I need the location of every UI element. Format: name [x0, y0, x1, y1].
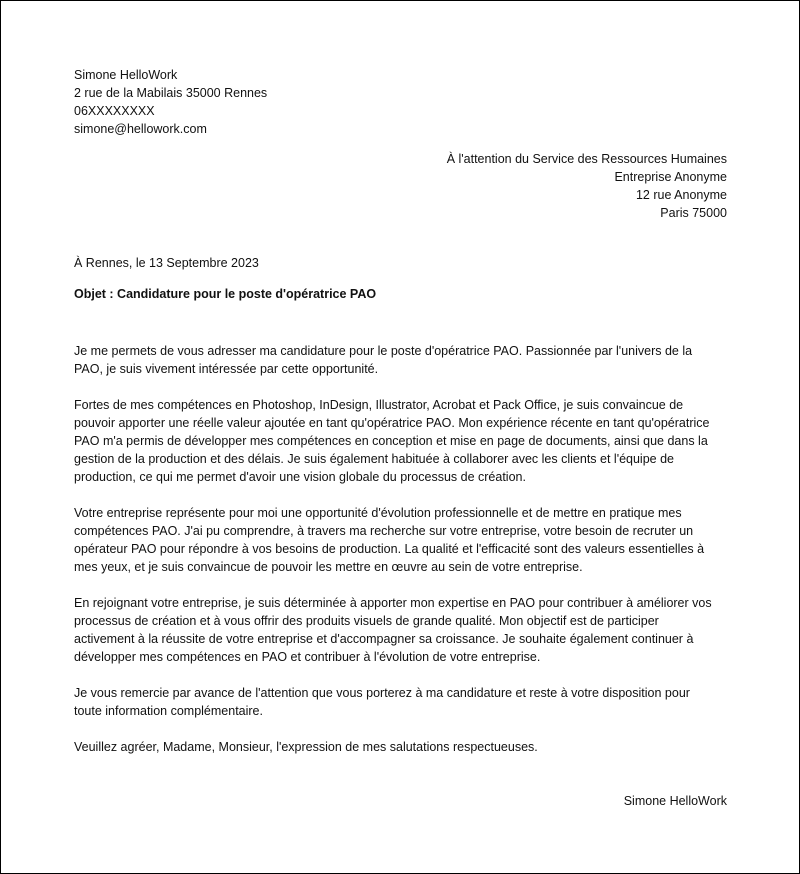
paragraph [74, 504, 734, 576]
paragraph-line: pouvoir apporter une réelle valeur ajoutée en tant qu'opératrice PAO. Mon expérience récente en tant qu'opératrice [74, 416, 710, 430]
paragraph [74, 396, 734, 486]
paragraph [74, 684, 734, 720]
signature: Simone HelloWork [623, 794, 727, 808]
sender-name: Simone HelloWork [74, 68, 178, 82]
paragraph-line: PAO, je suis vivement intéressée par cette opportunité. [74, 362, 379, 376]
paragraph-line: mes yeux, et je suis convaincue de pouvoir les mettre en œuvre au sein de votre entreprise. [74, 560, 583, 574]
paragraph-line: Je me permets de vous adresser ma candidature pour le poste d'opératrice PAO. Passionnée par l'univers de la [74, 344, 693, 358]
place-and-date: À Rennes, le 13 Septembre 2023 [74, 256, 259, 270]
sender-address: 2 rue de la Mabilais 35000 Rennes [74, 86, 268, 100]
sender-email: simone@hellowork.com [74, 122, 207, 136]
paragraph-line: Votre entreprise représente pour moi une opportunité d'évolution professionnelle et de mettre en pratique mes [74, 506, 682, 520]
paragraph-line: processus de création et à vous offrir des produits visuels de grande qualité. Mon objectif est de participer [74, 614, 659, 628]
recipient-attention: À l'attention du Service des Ressources Humaines [446, 152, 727, 166]
paragraph-line: En rejoignant votre entreprise, je suis déterminée à apporter mon expertise en PAO pour contribuer à améliorer vos [74, 596, 712, 610]
paragraph-line: Fortes de mes compétences en Photoshop, InDesign, Illustrator, Acrobat et Pack Office, je suis convaincue de [74, 398, 684, 412]
paragraph [74, 738, 734, 756]
paragraph [74, 342, 734, 378]
sender-phone: 06XXXXXXXX [74, 104, 155, 118]
subject-line: Objet : Candidature pour le poste d'opératrice PAO [74, 287, 377, 301]
recipient-company: Entreprise Anonyme [614, 170, 727, 184]
paragraph [74, 594, 734, 666]
recipient-street: 12 rue Anonyme [635, 188, 727, 202]
recipient-block [447, 150, 727, 222]
paragraph-line: développer mes compétences en PAO et contribuer à l'évolution de votre entreprise. [74, 650, 541, 664]
paragraph-line: Je vous remercie par avance de l'attention que vous porterez à ma candidature et reste à votre disposition pour [74, 686, 690, 700]
paragraph-line: PAO m'a permis de développer mes compétences en conception et mise en page de documents, ainsi que dans la [74, 434, 708, 448]
sender-block [74, 66, 267, 138]
paragraph-line: opérateur PAO pour répondre à vos besoins de production. La qualité et l'efficacité sont des valeurs essentielles à [74, 542, 705, 556]
paragraph-line: gestion de la production et des délais. Je suis également habituée à collaborer avec les clients et l'équipe de [74, 452, 674, 466]
paragraph-line: production, ce qui me permet d'avoir une vision globale du processus de création. [74, 470, 526, 484]
paragraph-line: toute information complémentaire. [74, 704, 263, 718]
paragraph-line: Veuillez agréer, Madame, Monsieur, l'expression de mes salutations respectueuses. [74, 740, 538, 754]
paragraph-line: activement à la réussite de votre entreprise et d'accompagner sa croissance. Je souhaite également continuer à [74, 632, 694, 646]
letter-body [74, 342, 734, 774]
recipient-city: Paris 75000 [660, 206, 727, 220]
paragraph-line: compétences PAO. J'ai pu comprendre, à travers ma recherche sur votre entreprise, votre besoin de recruter un [74, 524, 694, 538]
